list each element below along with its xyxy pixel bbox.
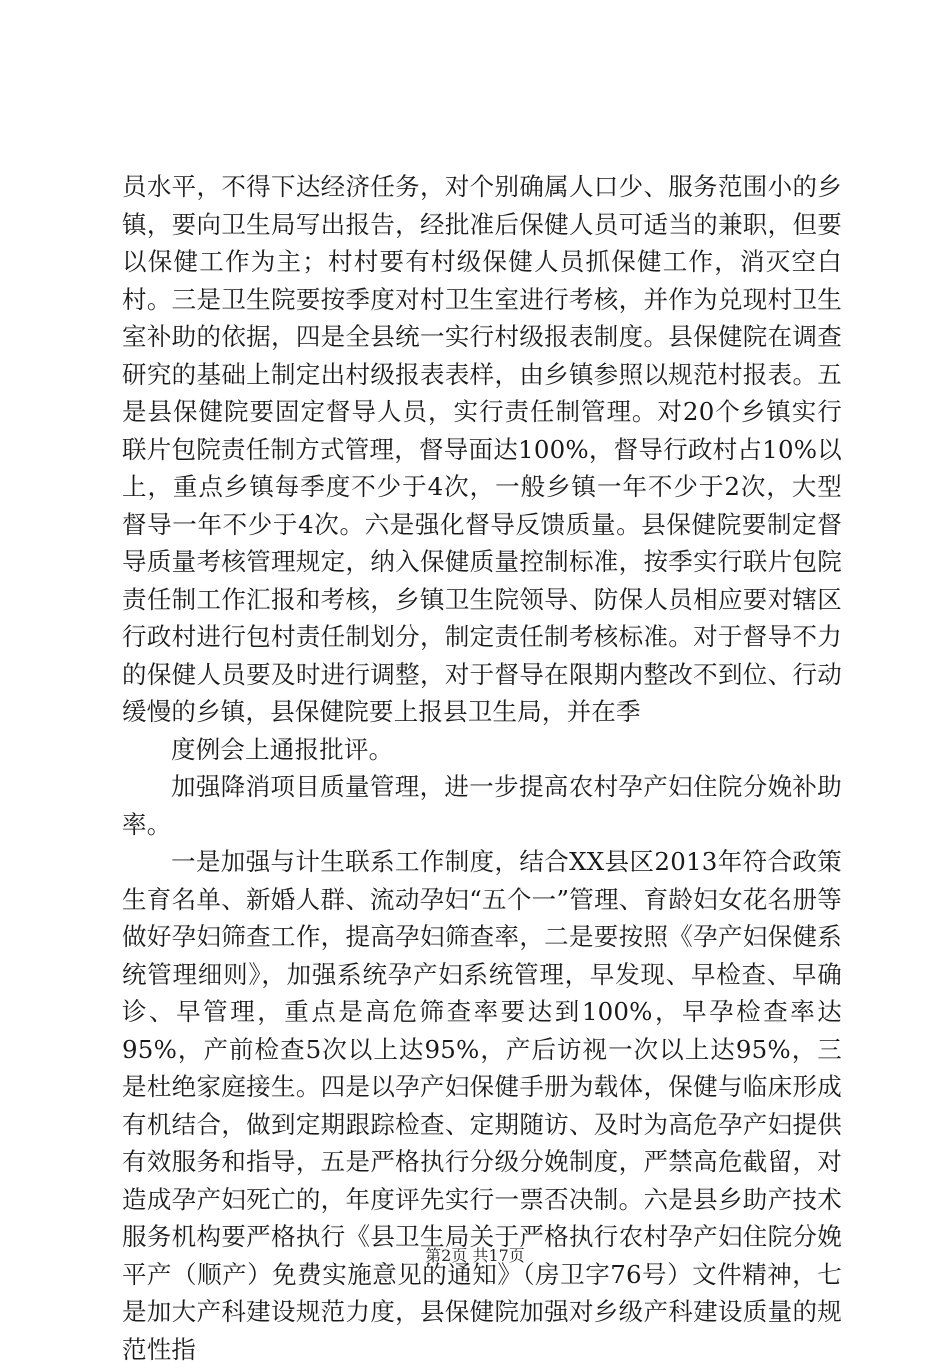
paragraph-4: 一是加强与计生联系工作制度，结合XX县区2013年符合政策生育名单、新婚人群、流动孕妇“五个一”管理、育龄妇女花名册等做好孕妇筛查工作，提高孕妇筛查率，二是要按照《孕产妇保健系统管理细则》，加强系统孕产妇系统管理，早发现、早检查、早确诊、早管理，重点是高危筛查率要达到100%，早孕检查率达95%，产前检查5次以上达95%，产后访视一次以上达95%，三是杜绝家庭接生。四是以孕产妇保健手册为载体，保健与临床形成有机结合，做到定期跟踪检查、定期随访、及时为高危孕产妇提供有效服务和指导，五是严格执行分级分娩制度，严禁高危截留，对造成孕产妇死亡的，年度评先实行一票否决制。六是县乡助产技术服务机构要严格执行《县卫生局关于严格执行农村孕产妇住院分娩平产（顺产）免费实施意见的通知》（房卫字76号）文件精神，七是加大产科建设规范力度，县保健院加强对乡级产科建设质量的规范性指 bbox=[122, 847, 842, 1364]
body-text bbox=[122, 168, 842, 1368]
paragraph-3: 加强降消项目质量管理，进一步提高农村孕产妇住院分娩补助率。 bbox=[122, 772, 842, 839]
page-footer: 第2页 共17页 bbox=[425, 1246, 525, 1265]
paragraph-1: 员水平，不得下达经济任务，对个别确属人口少、服务范围小的乡镇，要向卫生局写出报告，经批准后保健人员可适当的兼职，但要以保健工作为主；村村要有村级保健人员抓保健工作，消灭空白村。三是卫生院要按季度对村卫生室进行考核，并作为兑现村卫生室补助的依据，四是全县统一实行村级报表制度。县保健院在调查研究的基础上制定出村级报表表样，由乡镇参照以规范村报表。五是县保健院要固定督导人员，实行责任制管理。对20个乡镇实行联片包院责任制方式管理，督导面达100%，督导行政村占10%以上，重点乡镇每季度不少于4次，一般乡镇一年不少于2次，大型督导一年不少于4次。六是强化督导反馈质量。县保健院要制定督导质量考核管理规定，纳入保健质量控制标准，按季实行联片包院责任制工作汇报和考核，乡镇卫生院领导、防保人员相应要对辖区行政村进行包村责任制划分，制定责任制考核标准。对于督导不力的保健人员要及时进行调整，对于督导在限期内整改不到位、行动缓慢的乡镇，县保健院要上报县卫生局，并在季 bbox=[122, 172, 842, 726]
paragraph-2: 度例会上通报批评。 bbox=[171, 734, 394, 764]
